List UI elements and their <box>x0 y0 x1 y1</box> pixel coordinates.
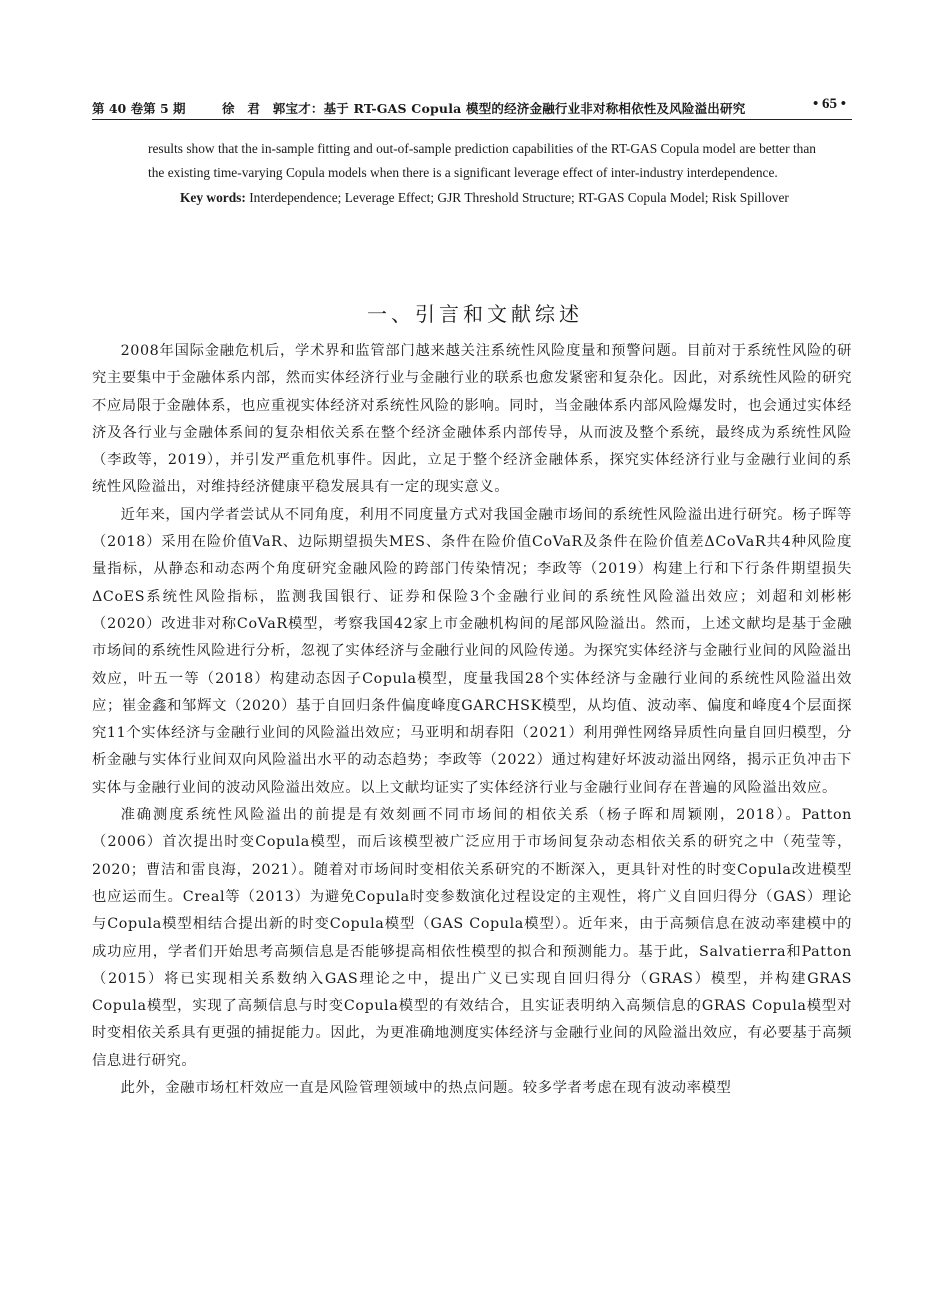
body-text <box>92 338 852 1102</box>
paragraph-2: 近年来，国内学者尝试从不同角度，利用不同度量方式对我国金融市场间的系统性风险溢出进行研究。杨子晖等（2018）采用在险价值VaR、边际期望损失MES、条件在险价值CoVaR及条件在险价值差ΔCoVaR共4种风险度量指标，从静态和动态两个角度研究金融风险的跨部门传染情况；李政等（2019）构建上行和下行条件期望损失ΔCoES系统性风险指标，监测我国银行、证券和保险3个金融行业间的系统性风险溢出效应；刘超和刘彬彬（2020）改进非对称CoVaR模型，考察我国42家上市金融机构间的尾部风险溢出。然而，上述文献均是基于金融市场间的系统性风险进行分析，忽视了实体经济与金融行业间的风险传递。为探究实体经济与金融行业间的风险溢出效应，叶五一等（2018）构建动态因子Copula模型，度量我国28个实体经济与金融行业间的系统性风险溢出效应；崔金鑫和邹辉文（2020）基于自回归条件偏度峰度GARCHSK模型，从均值、波动率、偏度和峰度4个层面探究11个实体经济与金融行业间的风险溢出效应；马亚明和胡春阳（2021）利用弹性网络异质性向量自回归模型，分析金融与实体行业间双向风险溢出水平的动态趋势；李政等（2022）通过构建好坏波动溢出网络，揭示正负冲击下实体与金融行业间的波动风险溢出效应。以上文献均证实了实体经济行业与金融行业间存在普遍的风险溢出效应。 <box>92 506 852 796</box>
paragraph-3: 准确测度系统性风险溢出的前提是有效刻画不同市场间的相依关系（杨子晖和周颖刚，2018）。Patton（2006）首次提出时变Copula模型，而后该模型被广泛应用于市场间复杂动态相依关系的研究之中（苑莹等，2020；曹洁和雷良海，2021）。随着对市场间时变相依关系研究的不断深入，更具针对性的时变Copula改进模型也应运而生。Creal等（2013）为避免Copula时变参数演化过程设定的主观性，将广义自回归得分（GAS）理论与Copula模型相结合提出新的时变Copula模型（GAS Copula模型）。近年来，由于高频信息在波动率建模中的成功应用，学者们开始思考高频信息是否能够提高相依性模型的拟合和预测能力。基于此，Salvatierra和Patton（2015）将已实现相关系数纳入GAS理论之中，提出广义已实现自回归得分（GRAS）模型，并构建GRAS Copula模型，实现了高频信息与时变Copula模型的有效结合，且实证表明纳入高频信息的GRAS Copula模型对时变相依关系具有更强的捕捉能力。因此，为更准确地测度实体经济与金融行业间的风险溢出效应，有必要基于高频信息进行研究。 <box>92 807 852 1069</box>
section-heading: 一、引言和文献综述 <box>367 302 583 326</box>
volume-issue: 第 40 卷第 5 期 <box>92 101 186 116</box>
paragraph-1: 2008年国际金融危机后，学术界和监管部门越来越关注系统性风险度量和预警问题。目前对于系统性风险的研究主要集中于金融体系内部，然而实体经济行业与金融行业的联系也愈发紧密和复杂化。因此，对系统性风险的研究不应局限于金融体系，也应重视实体经济对系统性风险的影响。同时，当金融体系内部风险爆发时，也会通过实体经济及各行业与金融体系间的复杂相依关系在整个经济金融体系内部传导，从而波及整个系统，最终成为系统性风险（李政等，2019），并引发严重危机事件。因此，立足于整个经济金融体系，探究实体经济行业与金融行业间的系统性风险溢出，对维持经济健康平稳发展具有一定的现实意义。 <box>92 343 852 496</box>
abstract-block <box>148 137 816 210</box>
keywords-text: Interdependence; Leverage Effect; GJR Threshold Structure; RT-GAS Copula Model; Risk Spillover <box>245 189 789 205</box>
header-rule <box>92 119 852 120</box>
paragraph-4: 此外，金融市场杠杆效应一直是风险管理领域中的热点问题。较多学者考虑在现有波动率模型 <box>120 1080 732 1097</box>
running-header <box>92 96 852 118</box>
running-title: 徐 君 郭宝才：基于 RT-GAS Copula 模型的经济金融行业非对称相依性及风险溢出研究 <box>222 101 746 116</box>
abstract-continuation: results show that the in-sample fitting and out-of-sample prediction capabilities of the RT-GAS Copula model are better than the existing time-varying Copula models when there is a significant leverage effect of inter-industry interdependence. <box>148 141 816 181</box>
keywords-label: Key words: <box>180 189 246 205</box>
page-number: • 65 • <box>812 96 846 112</box>
keywords-row <box>148 186 816 210</box>
